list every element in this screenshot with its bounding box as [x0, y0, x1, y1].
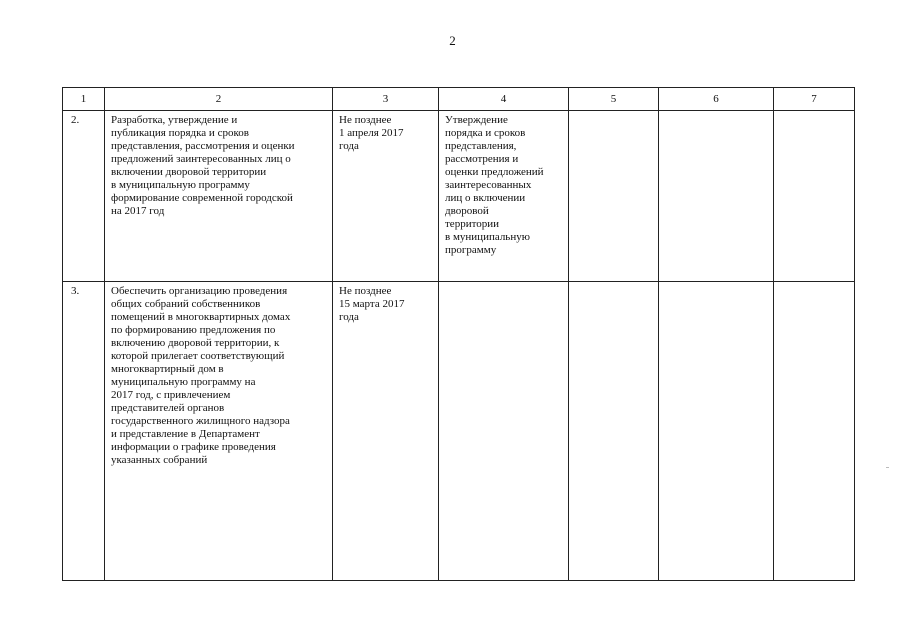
result-cell — [439, 111, 569, 282]
page-number: 2 — [449, 33, 456, 48]
table-header-row — [63, 88, 855, 111]
col6-cell — [659, 111, 774, 282]
row-col6 — [659, 111, 773, 117]
row-col5 — [569, 111, 658, 117]
row-col5 — [569, 282, 658, 288]
header-col-4: 4 — [439, 88, 569, 111]
row-description: Разработка, утверждение и публикация порядка и сроков представления, рассмотрения и оценки предложений заинтересованных лиц о включении дворовой территории в муниципальную программу формирование современной городской на 2017 год — [111, 114, 295, 217]
scan-speck — [886, 467, 889, 468]
table-row — [63, 282, 855, 581]
header-col-6: 6 — [659, 88, 774, 111]
row-number: 2. — [71, 114, 80, 126]
header-col-1: 1 — [63, 88, 105, 111]
col7-cell — [774, 111, 855, 282]
header-col-5: 5 — [569, 88, 659, 111]
header-col-2: 2 — [105, 88, 333, 111]
row-col6 — [659, 282, 773, 288]
row-col7 — [774, 282, 854, 288]
header-col-3: 3 — [333, 88, 439, 111]
result-cell — [439, 282, 569, 581]
col6-cell — [659, 282, 774, 581]
row-result: Утверждение порядка и сроков представления, рассмотрения и оценки предложений заинтересованных лиц о включении дворовой территории в муниципальную программу — [445, 114, 544, 256]
row-deadline: Не позднее 1 апреля 2017 года — [339, 114, 404, 152]
col5-cell — [569, 111, 659, 282]
row-number-cell — [63, 111, 105, 282]
row-number-cell — [63, 282, 105, 581]
col7-cell — [774, 282, 855, 581]
description-cell — [105, 282, 333, 581]
row-number: 3. — [71, 285, 80, 297]
description-cell — [105, 111, 333, 282]
table-row — [63, 111, 855, 282]
row-col7 — [774, 111, 854, 117]
deadline-cell — [333, 111, 439, 282]
deadline-cell — [333, 282, 439, 581]
col5-cell — [569, 282, 659, 581]
row-deadline: Не позднее 15 марта 2017 года — [339, 285, 405, 323]
row-result — [439, 282, 568, 288]
plan-table — [62, 87, 855, 581]
header-col-7: 7 — [774, 88, 855, 111]
row-description: Обеспечить организацию проведения общих собраний собственников помещений в многоквартирных домах по формированию предложения по включению дворовой территории, к которой прилегает соответствующий многоквартирный дом в муниципальную программу на 2017 год, с привлечением представителей органов государственного жилищного надзора и представление в Департамент информации о графике проведения указанных собраний — [111, 285, 291, 466]
